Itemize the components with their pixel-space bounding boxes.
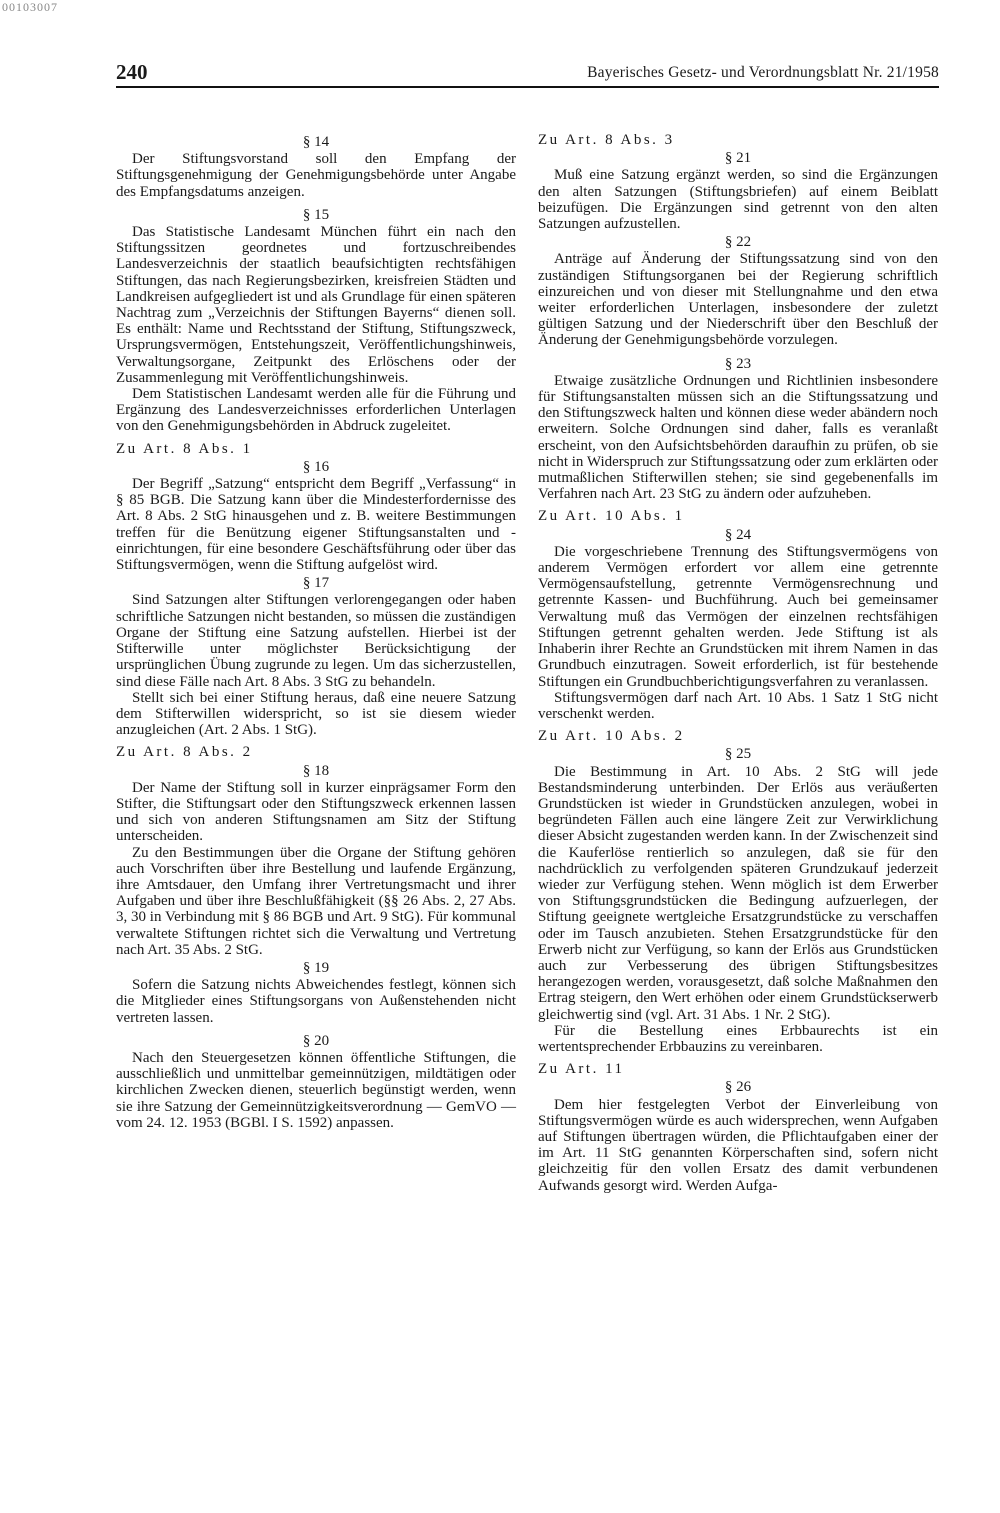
running-title: Bayerisches Gesetz- und Verordnungsblatt Nr. 21/1958: [587, 64, 939, 81]
article-subheading: Zu Art. 10 Abs. 1: [538, 508, 685, 525]
article-subheading: Zu Art. 11: [538, 1061, 625, 1078]
paragraph: Der Stiftungsvorstand soll den Empfang der Stiftungsgenehmigung der Genehmigungsbehörde unter Angabe des Empfangsdatums anzeigen.: [116, 151, 516, 200]
paragraph: Sofern die Satzung nichts Abweichendes festlegt, können sich die Mitglieder eines Stiftungsorgans von Außenstehenden nicht vertreten lassen.: [116, 977, 516, 1026]
paragraph: Die vorgeschriebene Trennung des Stiftungsvermögens von anderem Vermögen erfordert vor allem eine getrennte Vermögensaufstellung, getrennte Vermögensrechnung und getrennte Kassen- und Buchführung. Auch bei gemeinsamer Verwaltung muß das Vermögen der einzelnen rechtsfähigen Stiftungen getrennt gehalten werden. Jede Stiftung ist als Inhaberin ihrer Rechte an Grundstücken mit ihrem Namen in das Grundbuch einzutragen. Soweit erforderlich, ist für bestehende Stiftungen ein Grundbuchberichtigungsverfahren zu veranlassen.: [538, 543, 938, 690]
section-heading: § 15: [302, 206, 330, 223]
paragraph: Sind Satzungen alter Stiftungen verlorengegangen oder haben schriftliche Satzungen nicht bestanden, so müssen die zuständigen Organe der Stiftung eine Satzung aufstellen. Hierbei ist der Stifterwille unter möglichster Berücksichtigung der ursprünglichen Übung zugrunde zu legen. Um das sicherzustellen, sind diese Fälle nach Art. 8 Abs. 3 StG zu behandeln.: [116, 592, 516, 690]
paragraph: Nach den Steuergesetzen können öffentliche Stiftungen, die ausschließlich und unmittelbar gemeinnützigen, mildtätigen oder kirchlichen Zwecken dienen, steuerlich begünstigt werden, wenn sie ihre Satzung der Gemeinnützigkeitsverordnung — GemVO — vom 24. 12. 1953 (BGBl. I S. 1592) anpassen.: [116, 1049, 516, 1131]
page-id: 00103007: [2, 0, 58, 14]
paragraph: Für die Bestellung eines Erbbaurechts ist ein wertentsprechender Erbbauzins zu vereinbaren.: [538, 1022, 938, 1055]
section-heading: § 17: [302, 575, 330, 592]
paragraph: Dem Statistischen Landesamt werden alle für die Führung und Ergänzung des Landesverzeichnisses erforderlichen Unterlagen von den Genehmigungsbehörden in Abdruck zugeleitet.: [116, 386, 516, 435]
paragraph: Der Begriff „Satzung“ entspricht dem Begriff „Verfassung“ in § 85 BGB. Die Satzung kann über die Mindesterfordernisse des Art. 8 Abs. 2 StG hinausgehen und z. B. weitere Bestimmungen treffen für die Benützung eigener Stiftungsanstalten und -einrichtungen, für eine besondere Geschäftsführung oder über das Stiftungsvermögen, wenn die Stiftung aufgelöst wird.: [116, 476, 516, 574]
article-subheading: Zu Art. 10 Abs. 2: [538, 728, 685, 745]
article-subheading: Zu Art. 8 Abs. 3: [538, 132, 675, 148]
section-heading: § 18: [302, 762, 330, 779]
section-heading: § 16: [302, 458, 330, 475]
paragraph: Stellt sich bei einer Stiftung heraus, daß eine neuere Satzung dem Stifterwillen widerspricht, so ist sie diesem wieder anzugleichen (Art. 2 Abs. 1 StG).: [116, 689, 516, 739]
section-heading: § 22: [724, 234, 752, 251]
paragraph: Dem hier festgelegten Verbot der Einverleibung von Stiftungsvermögen würde es auch widersprechen, wenn Aufgaben auf Stiftungen übertragen würden, die Pflichtaufgaben einer der im Art. 11 StG genannten Körperschaften sind, sofern nicht gleichzeitig für den vollen Ersatz des damit verbundenen Aufwands gesorgt wird. Werden Aufga-: [538, 1096, 938, 1194]
section-heading: § 19: [302, 959, 330, 976]
paragraph: Stiftungsvermögen darf nach Art. 10 Abs. 1 Satz 1 StG nicht verschenkt werden.: [538, 689, 938, 722]
section-heading: § 24: [724, 526, 752, 543]
section-heading: § 20: [302, 1032, 330, 1049]
page-number: 240: [116, 60, 148, 84]
page-header: [116, 60, 939, 88]
section-heading: § 23: [724, 355, 752, 372]
section-heading: § 21: [724, 150, 752, 167]
right-column: [538, 132, 938, 1194]
article-subheading: Zu Art. 8 Abs. 2: [116, 744, 253, 761]
paragraph: Die Bestimmung in Art. 10 Abs. 2 StG will jede Bestandsminderung unterbinden. Der Erlös aus veräußerten Grundstücken ist wieder in Grundstücken anzulegen, wobei in begründeten Fällen auch eine längere Zeit zur Verwirklichung dieser Absicht zugestanden werden kann. In der Zwischenzeit sind die Kauferlöse rentierlich so anzulegen, daß sie für den nachdrücklich zu verfolgenden späteren Grundzukauf jederzeit wieder zur Verfügung stehen. Wenn möglich ist dem Erwerber von Stiftungsgrundstücken die Bedingung aufzuerlegen, der Stiftung geeignete wertgleiche Ersatzgrundstücke zu verschaffen oder im Tausch anzubieten. Stehen Ersatzgrundstücke für den Erwerb nicht zur Verfügung, so kann der Erlös aus Grundstücken auch zur Verbesserung des übrigen Stiftungsbesitzes herangezogen werden, vorausgesetzt, daß solche Maßnahmen den Ertrag steigern, den Wert erhöhen oder einem Grundstückserwerb gleichwertig sind (vgl. Art. 31 Abs. 1 Nr. 2 StG).: [538, 763, 938, 1023]
section-heading: § 14: [302, 134, 330, 150]
section-heading: § 26: [724, 1079, 752, 1096]
paragraph: Anträge auf Änderung der Stiftungssatzung sind von den zuständigen Stiftungsorganen bei der Regierung schriftlich einzureichen und von dieser mit Stellungnahme und den etwa weiter erforderlichen Unterlagen, insbesondere der zuletzt gültigen Satzung und der Niederschrift über den Beschluß der Änderung der Genehmigungsbehörde vorzulegen.: [538, 251, 938, 349]
paragraph: Etwaige zusätzliche Ordnungen und Richtlinien insbesondere für Stiftungsanstalten müssen sich an die Stiftungssatzung und den Stiftungszweck halten und können diese weder abändern noch erweitern. Solche Ordnungen sind daher, falls es veranlaßt erscheint, von den Aufsichtsbehörden daraufhin zu prüfen, ob sie nicht in Widerspruch zur Stiftungssatzung oder zum erklärten oder mutmaßlichen Stifterwillen stehen; sie sind gegebenenfalls im Verfahren nach Art. 23 StG zu ändern oder aufzuheben.: [538, 372, 938, 503]
paragraph: Der Name der Stiftung soll in kurzer einprägsamer Form den Stifter, die Stiftungsart oder den Stiftungszweck erkennen lassen und sich von anderen Stiftungsnamen am Sitz der Stiftung unterscheiden.: [116, 779, 516, 845]
paragraph: Zu den Bestimmungen über die Organe der Stiftung gehören auch Vorschriften über ihre Bestellung und laufende Ergänzung, ihre Amtsdauer, den Umfang ihrer Vertretungsmacht und ihrer Aufgaben und über ihre Beschlußfähigkeit (§§ 26 Abs. 2, 27 Abs. 3, 30 in Verbindung mit § 86 BGB und Art. 9 StG). Für kommunal verwaltete Stiftungen richtet sich die Verwaltung und Vertretung nach Art. 35 Abs. 2 StG.: [116, 844, 516, 958]
paragraph: Das Statistische Landesamt München führt ein nach den Stiftungssitzen geordnetes und fortzuschreibendes Landesverzeichnis der staatlich beaufsichtigten rechtsfähigen Stiftungen, das nach Regierungsbezirken, kreisfreien Städten und Landkreisen aufgegliedert ist und als Grundlage für einen späteren Nachtrag zum „Verzeichnis der Stiftungen Bayerns“ dienen soll. Es enthält: Name und Rechtsstand der Stiftung, Stiftungszweck, Ursprungsvermögen, Entstehungszeit, Veröffentlichungshinweis, Verwaltungsorgane, Zeitpunkt des Erlöschens oder der Zusammenlegung mit Veröffentlichungshinweis.: [116, 224, 516, 386]
paragraph: Muß eine Satzung ergänzt werden, so sind die Ergänzungen den alten Satzungen (Stiftungsbriefen) auf einem Beiblatt beizufügen. Die Ergänzungen sind getrennt von den alten Satzungen aufzustellen.: [538, 167, 938, 233]
article-subheading: Zu Art. 8 Abs. 1: [116, 440, 253, 457]
left-column: [116, 132, 516, 1131]
section-heading: § 25: [724, 746, 752, 763]
